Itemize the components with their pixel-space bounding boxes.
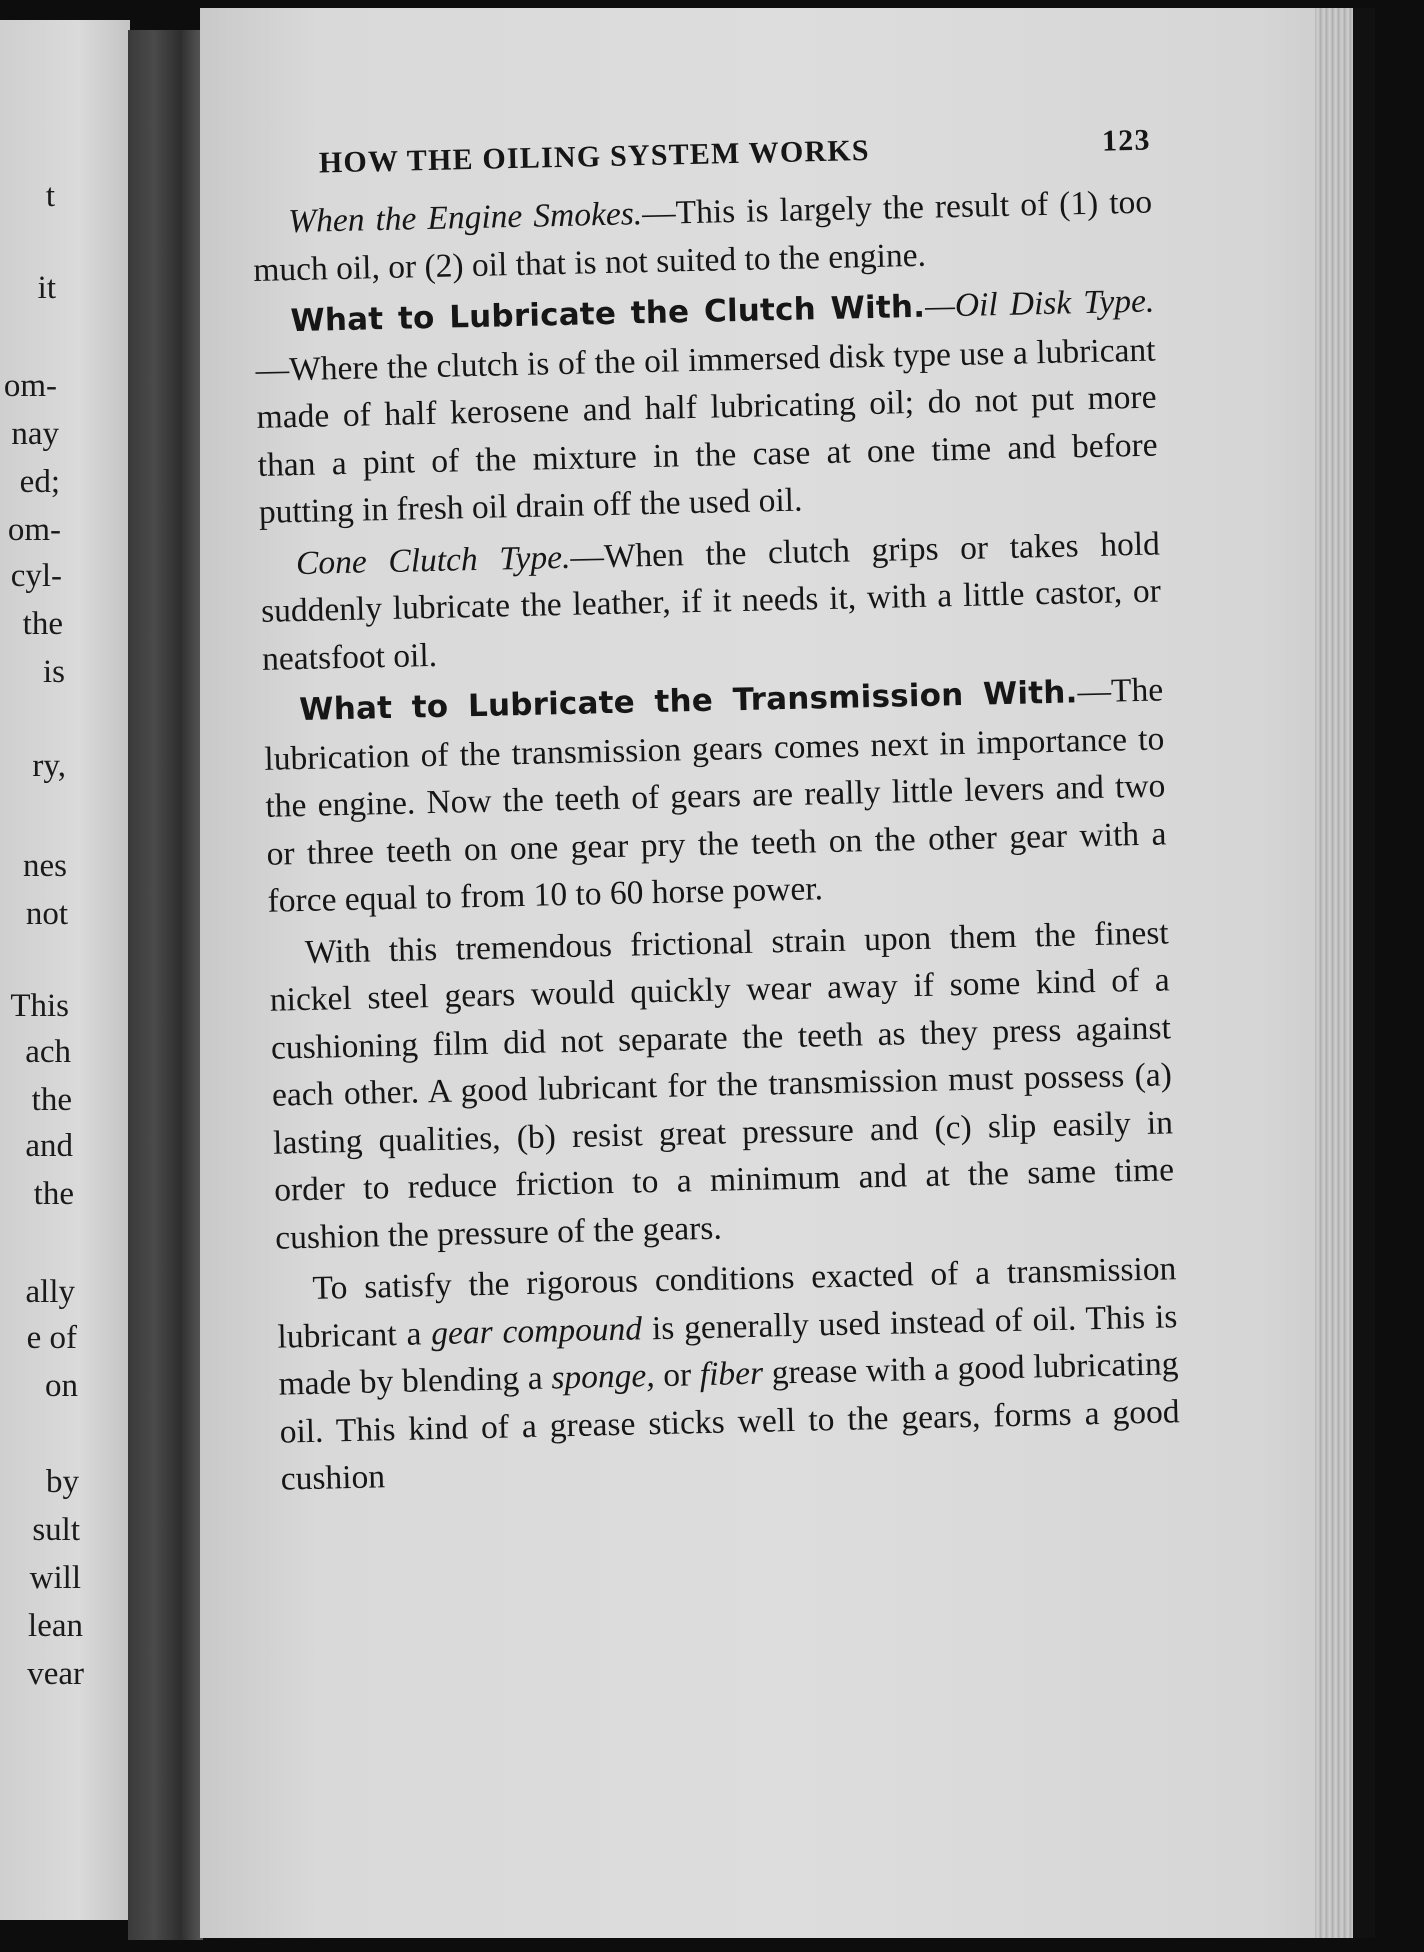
left-page-line-fragment: it	[37, 270, 56, 306]
text-frictional-strain: With this tremendous frictional strain upon them the finest nickel steel gears would quickly wear away if some kind of a cushioning film did not separate the teeth as they press against each other. A good lubricant for the transmission must possess (a) lasting qualities, (b) resist great pressure and (c) slip easily in order to reduce friction to a minimum and at the same time cushion the pressure of the gears.	[269, 913, 1175, 1257]
text-clutch: —Where the clutch is of the oil immersed disk type use a lubricant made of half kerosene and half lubricating oil; do not put more than a pint of the mixture in the case at one time and before putting in fresh oil drain off the used oil.	[255, 331, 1158, 531]
text-transmission: —The lubrication of the transmission gears comes next in importance to the engine. Now the teeth of gears are really little levers and two or three teeth on one gear pry the teeth on the other gear with a force equal to from 10 to 60 horse power.	[264, 671, 1167, 920]
right-edge-shadow	[1353, 8, 1375, 1938]
term-fiber: fiber	[699, 1354, 764, 1394]
text-cone-clutch: —When the clutch grips or takes hold suddenly lubricate the leather, if it needs it, with a little castor, or neatsfoot oil.	[260, 524, 1162, 678]
left-page-line-fragment: is	[42, 654, 65, 690]
text-engine-smokes: —This is largely the result of (1) too much oil, or (2) oil that is not suited to the engine.	[252, 183, 1153, 289]
left-page-line-fragment: nes	[23, 848, 67, 884]
term-gear-compound: gear compound	[430, 1309, 643, 1352]
left-page-line-fragment: ally	[25, 1274, 75, 1310]
left-page-line-fragment: will	[29, 1560, 81, 1596]
paragraph-gear-compound	[276, 1245, 1181, 1503]
page-number: 123	[1101, 123, 1151, 158]
text-compound-1: To satisfy the rigorous conditions exacted of a transmission lubricant a	[277, 1250, 1177, 1356]
running-head	[250, 103, 1151, 180]
left-page-line-fragment: not	[25, 896, 68, 932]
heading-transmission: What to Lubricate the Transmission With.	[298, 674, 1078, 729]
left-page-line-fragment: ach	[25, 1034, 71, 1070]
left-page-line-fragment: nay	[11, 416, 59, 452]
left-page-line-fragment: om-	[3, 368, 57, 404]
heading-engine-smokes: When the Engine Smokes.	[287, 195, 643, 241]
book-gutter	[128, 30, 203, 1940]
left-page-line-fragment: cyl-	[10, 558, 62, 594]
subheading-oil-disk: —Oil Disk Type.	[924, 282, 1155, 325]
paragraph-cone-clutch	[259, 520, 1162, 683]
text-compound-4: grease with a good lubricating oil. This kind of a grease sticks well to the gears, forms a good cushion	[279, 1345, 1180, 1498]
left-page-line-fragment: om-	[7, 512, 61, 548]
left-page-line-fragment: the	[31, 1082, 72, 1118]
running-head-title: HOW THE OILING SYSTEM WORKS	[318, 133, 871, 180]
paragraph-clutch	[254, 278, 1159, 537]
paragraph-frictional-strain	[268, 909, 1175, 1262]
left-page-line-fragment: This	[10, 988, 69, 1024]
left-page-line-fragment: the	[22, 606, 63, 642]
paragraph-transmission	[263, 666, 1168, 925]
left-page-line-fragment: the	[33, 1176, 74, 1212]
left-page-line-fragment: lean	[28, 1608, 83, 1644]
left-page-line-fragment: vear	[27, 1656, 84, 1692]
left-page-line-fragment: sult	[32, 1512, 80, 1548]
heading-clutch: What to Lubricate the Clutch With.	[290, 288, 926, 340]
text-compound-3: or	[654, 1356, 701, 1395]
left-page-line-fragment: by	[46, 1464, 79, 1500]
left-page-line-fragment: and	[25, 1128, 73, 1164]
text-compound-2: is generally used instead of oil. This is made by blending a	[278, 1297, 1178, 1403]
right-page	[200, 8, 1375, 1938]
term-sponge: sponge,	[550, 1357, 656, 1397]
left-page-line-fragment: on	[45, 1368, 78, 1404]
left-page-line-fragment: e of	[26, 1320, 77, 1356]
page-text	[250, 103, 1181, 1504]
left-page	[0, 20, 130, 1920]
heading-cone-clutch: Cone Clutch Type.	[295, 538, 571, 582]
page-edges	[1315, 8, 1355, 1938]
left-page-line-fragment: ed;	[19, 464, 60, 500]
left-page-line-fragment: t	[45, 178, 55, 214]
paragraph-engine-smokes	[252, 179, 1154, 294]
left-page-line-fragment: ry,	[32, 748, 66, 784]
